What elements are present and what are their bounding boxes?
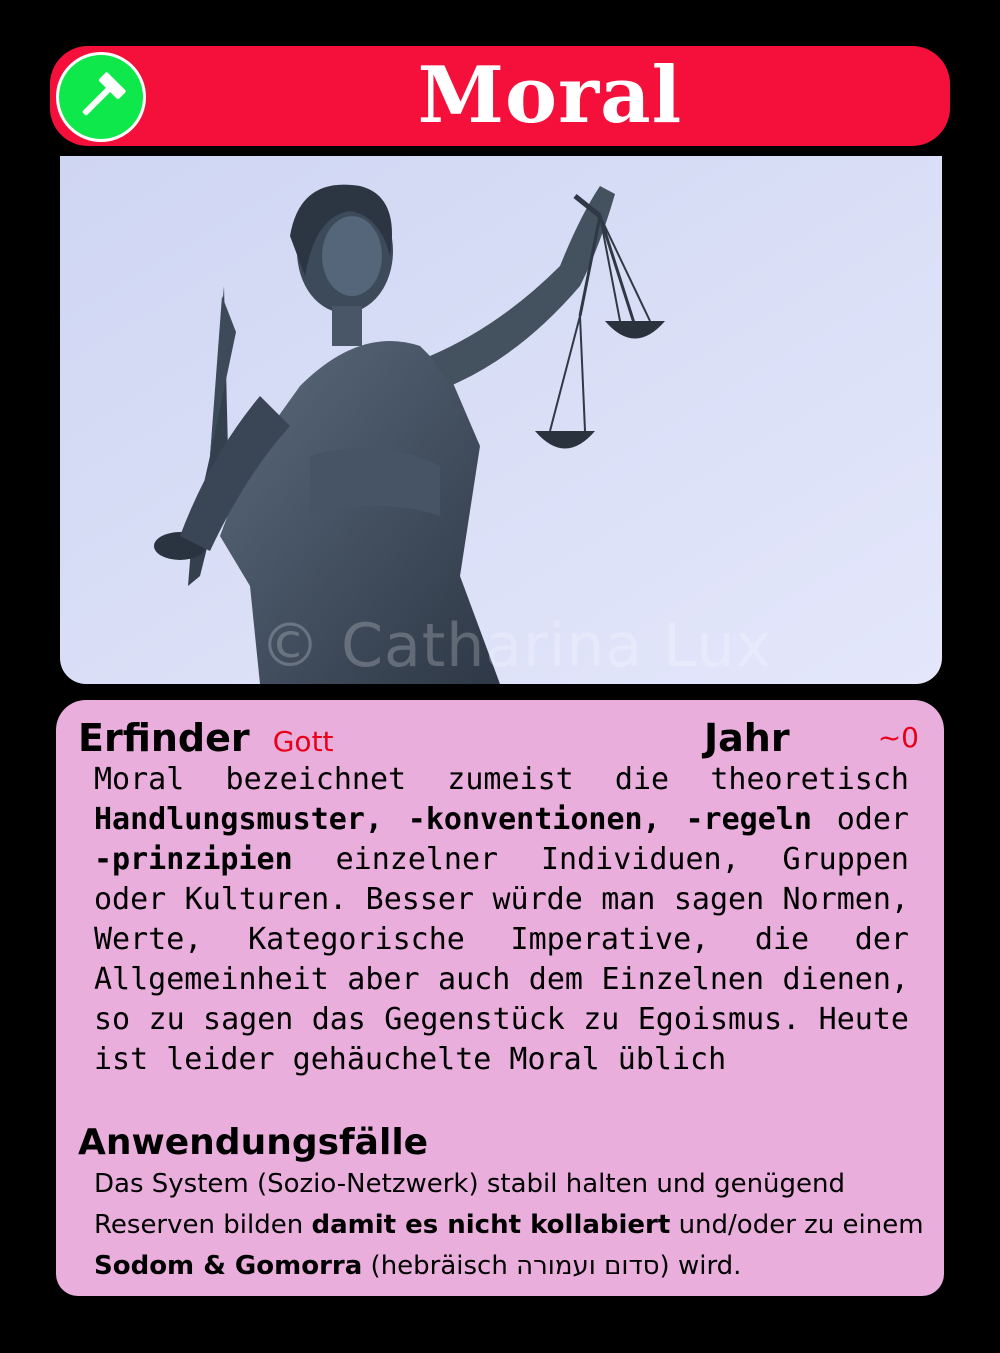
applications-part: und/oder zu einem: [670, 1210, 924, 1240]
applications-title: Anwendungsfälle: [78, 1122, 429, 1163]
year-value: ~0: [877, 721, 919, 754]
image-watermark: © Catharina Lux: [260, 611, 773, 681]
description-part: einzelner Individuen, Gruppen oder Kulturen. Besser würde man sagen Normen, Werte, Kategorische Imperative, die der Allgemeinheit aber auch dem Einzelnen dienen, so zu sagen das Gegenstück zu Egoismus. Heute ist leider gehäuchelte Moral üblich: [94, 842, 909, 1077]
applications-bold: damit es nicht kollabiert: [311, 1210, 671, 1240]
applications-part: Das System (Sozio-Netzwerk) stabil halten und genügend Reserven bilden: [94, 1169, 846, 1240]
card-title: Moral: [417, 50, 683, 141]
year-label: Jahr: [704, 716, 790, 760]
justitia-statue-image: [60, 156, 942, 684]
category-badge: [56, 52, 146, 142]
description-part: Moral bezeichnet zumeist die theoretisch: [94, 762, 909, 797]
description-part: oder: [811, 802, 909, 837]
applications-text: [94, 1164, 924, 1287]
hammer-icon: [71, 67, 131, 127]
description-text: [94, 760, 909, 1080]
card-image: [60, 156, 942, 684]
applications-part: (hebräisch סדום ועמורה) wird.: [362, 1251, 742, 1281]
title-bar: [50, 46, 950, 146]
inventor-value: Gott: [272, 725, 334, 758]
description-bold: -prinzipien: [94, 842, 293, 877]
year-row: [704, 712, 919, 764]
inventor-row: [78, 712, 334, 764]
applications-bold: Sodom & Gomorra: [94, 1251, 363, 1281]
description-bold: Handlungsmuster, -konventionen, -regeln: [94, 802, 812, 837]
inventor-label: Erfinder: [78, 716, 250, 760]
